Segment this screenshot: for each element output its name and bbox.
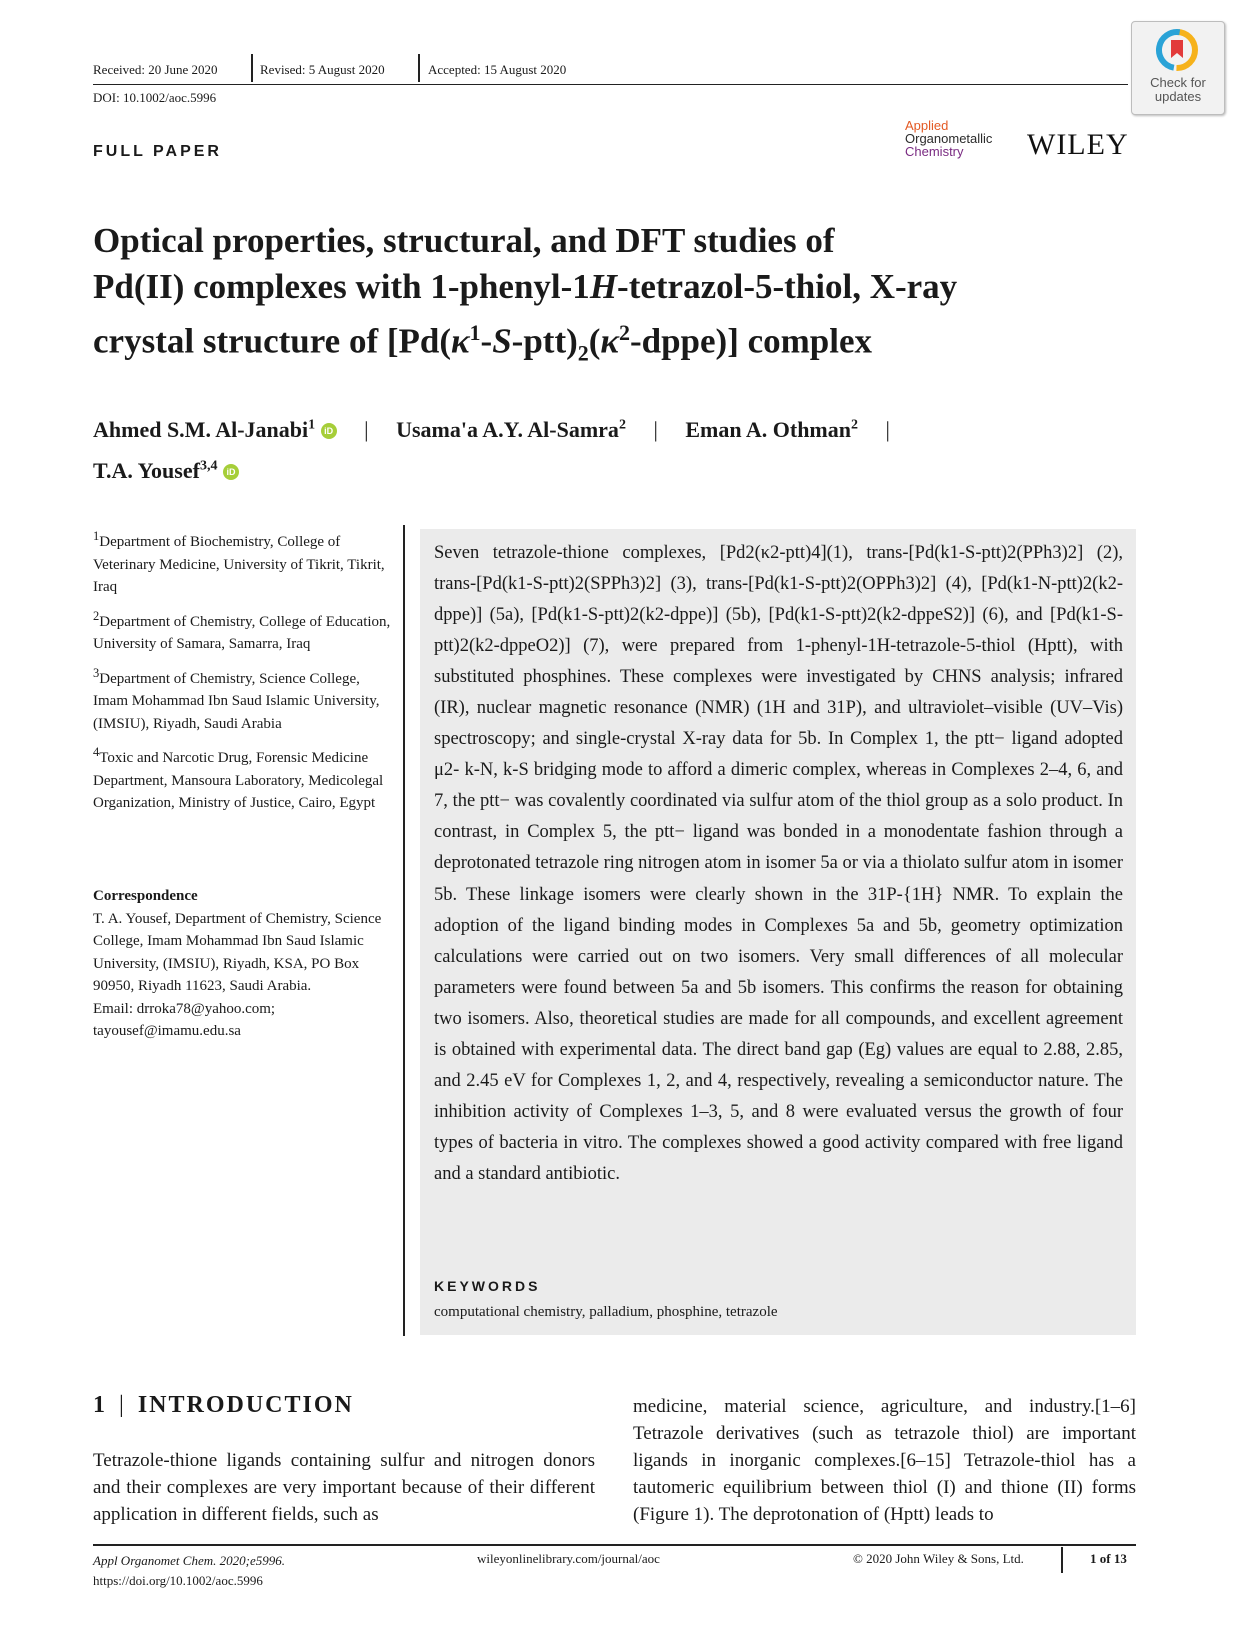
- accepted-date: Accepted: 15 August 2020: [428, 62, 567, 77]
- title-line-3: crystal structure of $[Pd(\kappa^1-S-ptt)_2(\kappa^2-dppe)]$ complex: [93, 320, 873, 366]
- received-date: Received: 20 June 2020: [93, 62, 218, 77]
- affiliation: $^4$Toxic and Narcotic Drug, Forensic Medicine Department, Mansoura Laboratory, Medicolegal Organization, Ministry of Justice, Cairo, Egypt: [93, 745, 384, 811]
- email[interactable]: tayousef@imamu.edu.sa: [93, 1023, 241, 1039]
- title-line-1: Optical properties, structural, and DFT studies of: [93, 221, 835, 260]
- journal-logo: Applied Organometallic Chemistry: [905, 118, 993, 159]
- doi: DOI: 10.1002/aoc.5996: [93, 90, 217, 105]
- abstract: Seven tetrazole-thione complexes, [Pd2(κ2-ptt)4](1), trans-[Pd(k1-S-ptt)2(PPh3)2] (2), trans-[Pd(k1-S-ptt)2(SPPh3)2] (3), trans-[Pd(k1-S-ptt)2(OPPh3)2] (4), [Pd(k1-N-ptt)2(k2-dppe)] (5a), [Pd(k1-S-ptt)2(k2-dppe)] (5b), [Pd(k1-S-ptt)2(k2-dppeS2)] (6), and [Pd(k1-S-ptt)2(k2-dppeO2)] (7), were prepared from 1-phenyl-1H-tetrazole-5-thiol (Hptt), with substituted phosphines. These complexes were investigated by CHNS analysis; infrared (IR), nuclear magnetic resonance (NMR) (1H and 31P), and ultraviolet–visible (UV–Vis) spectroscopy; and single-crystal X-ray data for 5b. In Complex 1, the ptt− ligand adopted μ2- k-N, k-S bridging mode to afford a dimeric complex, whereas in Complexes 2–4, 6, and 7, the ptt− was covalently coordinated via sulfur atom of the thiol group as a solo product. In contrast, in Complex 5, the ptt− ligand was bonded in a monodentate fashion through a deprotonated tetrazole ring nitrogen atom in isomer 5a or via a thiolato sulfur atom in isomer 5b. These linkage isomers were clearly shown in the 31P-{1H} NMR. To explain the adoption of the ligand binding modes in Complexes 5a and 5b, geometry optimization calculations were carried out on two isomers. Very small differences of all molecular parameters were found between 5a and 5b isomers. This confirms the reason for obtaining two isomers. Also, theoretical studies are made for all compounds, and excellent agreement is obtained with experimental data. The direct band gap (Eg) values are equal to 2.88, 2.85, and 2.45 eV for Complexes 1, 2, and 4, respectively, revealing a semiconductor nature. The inhibition activity of Complexes 1–3, 5, and 8 were evaluated versus the growth of four types of bacteria in vitro. The complexes showed a good activity compared with free ligand and a standard antibiotic.: [434, 543, 1123, 1184]
- body-text-column-1: Tetrazole-thione ligands containing sulfur and nitrogen donors and their complexes are very important because of their different application in different fields, such as: [93, 1450, 595, 1525]
- author-name[interactable]: Eman A. Othman$^2$: [685, 417, 858, 443]
- date-bar: [93, 60, 1128, 85]
- column-divider: [403, 525, 405, 1336]
- copyright: © 2020 John Wiley & Sons, Ltd.: [853, 1551, 1024, 1566]
- orcid-icon[interactable]: iD: [321, 423, 337, 439]
- author-name[interactable]: Usama'a A.Y. Al-Samra$^2$: [396, 417, 626, 443]
- author-name[interactable]: Ahmed S.M. Al-Janabi$^1$: [93, 417, 316, 443]
- affiliations: [93, 525, 393, 821]
- footer-citation: Appl Organomet Chem. 2020;e5996. https://doi.org/10.1002/aoc.5996: [93, 1551, 285, 1591]
- email[interactable]: Email: drroka78@yahoo.com;: [93, 1000, 276, 1017]
- article-type: FULL PAPER: [93, 143, 222, 160]
- title-line-2: Pd(II) complexes with 1-phenyl-1H-tetrazol-5-thiol, X-ray: [93, 267, 958, 306]
- check-updates-icon: [1155, 28, 1199, 72]
- divider: [1061, 1547, 1063, 1573]
- keywords-heading: KEYWORDS: [434, 1278, 541, 1294]
- keywords: computational chemistry, palladium, phosphine, tetrazole: [434, 1304, 778, 1320]
- orcid-icon[interactable]: iD: [223, 464, 239, 480]
- journal-link[interactable]: wileyonlinelibrary.com/journal/aoc: [477, 1551, 660, 1566]
- check-for-updates-button[interactable]: [1131, 21, 1225, 115]
- affiliation: $^1$Department of Biochemistry, College of Veterinary Medicine, University of Tikrit, Tikrit, Iraq: [93, 529, 385, 595]
- author-name[interactable]: T.A. Yousef$^{3,4}$: [93, 457, 218, 483]
- affiliation: $^3$Department of Chemistry, Science College, Imam Mohammad Ibn Saud Islamic University, (IMSIU), Riyadh, Saudi Arabia: [93, 665, 380, 732]
- revised-date: Revised: 5 August 2020: [260, 62, 385, 77]
- publisher-logo: WILEY: [1027, 128, 1129, 161]
- section-heading: 1 | INTRODUCTION: [93, 1392, 354, 1418]
- author-list: Ahmed S.M. Al-Janabi$^1$ iD | Usama'a A.Y. Al-Samra$^2$ | Eman A. Othman$^2$ | T.A. Yousef$^{3,4}$ iD: [93, 417, 890, 483]
- paper-title: [93, 218, 1143, 377]
- footer-rule: [93, 1544, 1136, 1546]
- correspondence: [93, 885, 393, 1043]
- page-number: 1 of 13: [1090, 1551, 1127, 1566]
- doi-link[interactable]: https://doi.org/10.1002/aoc.5996: [93, 1573, 263, 1588]
- correspondence-heading: Correspondence: [93, 888, 198, 904]
- divider: [251, 54, 253, 82]
- body-text-column-2: medicine, material science, agriculture, and industry.[1–6] Tetrazole derivatives (such as tetrazole thiol) are important ligands in inorganic complexes.[6–15] Tetrazole-thiol has a tautomeric equilibrium between thiol (I) and thione (II) forms (Figure 1). The deprotonation of (Hptt) leads to: [633, 1396, 1136, 1525]
- check-updates-label: Check for updates: [1150, 75, 1206, 104]
- correspondence-text: T. A. Yousef, Department of Chemistry, Science College, Imam Mohammad Ibn Saud Islamic University, (IMSIU), Riyadh, KSA, PO Box 90950, Riyadh 11623, Saudi Arabia.: [93, 910, 382, 994]
- affiliation: $^2$Department of Chemistry, College of Education, University of Samara, Samarra, Iraq: [93, 608, 391, 652]
- divider: [418, 54, 420, 82]
